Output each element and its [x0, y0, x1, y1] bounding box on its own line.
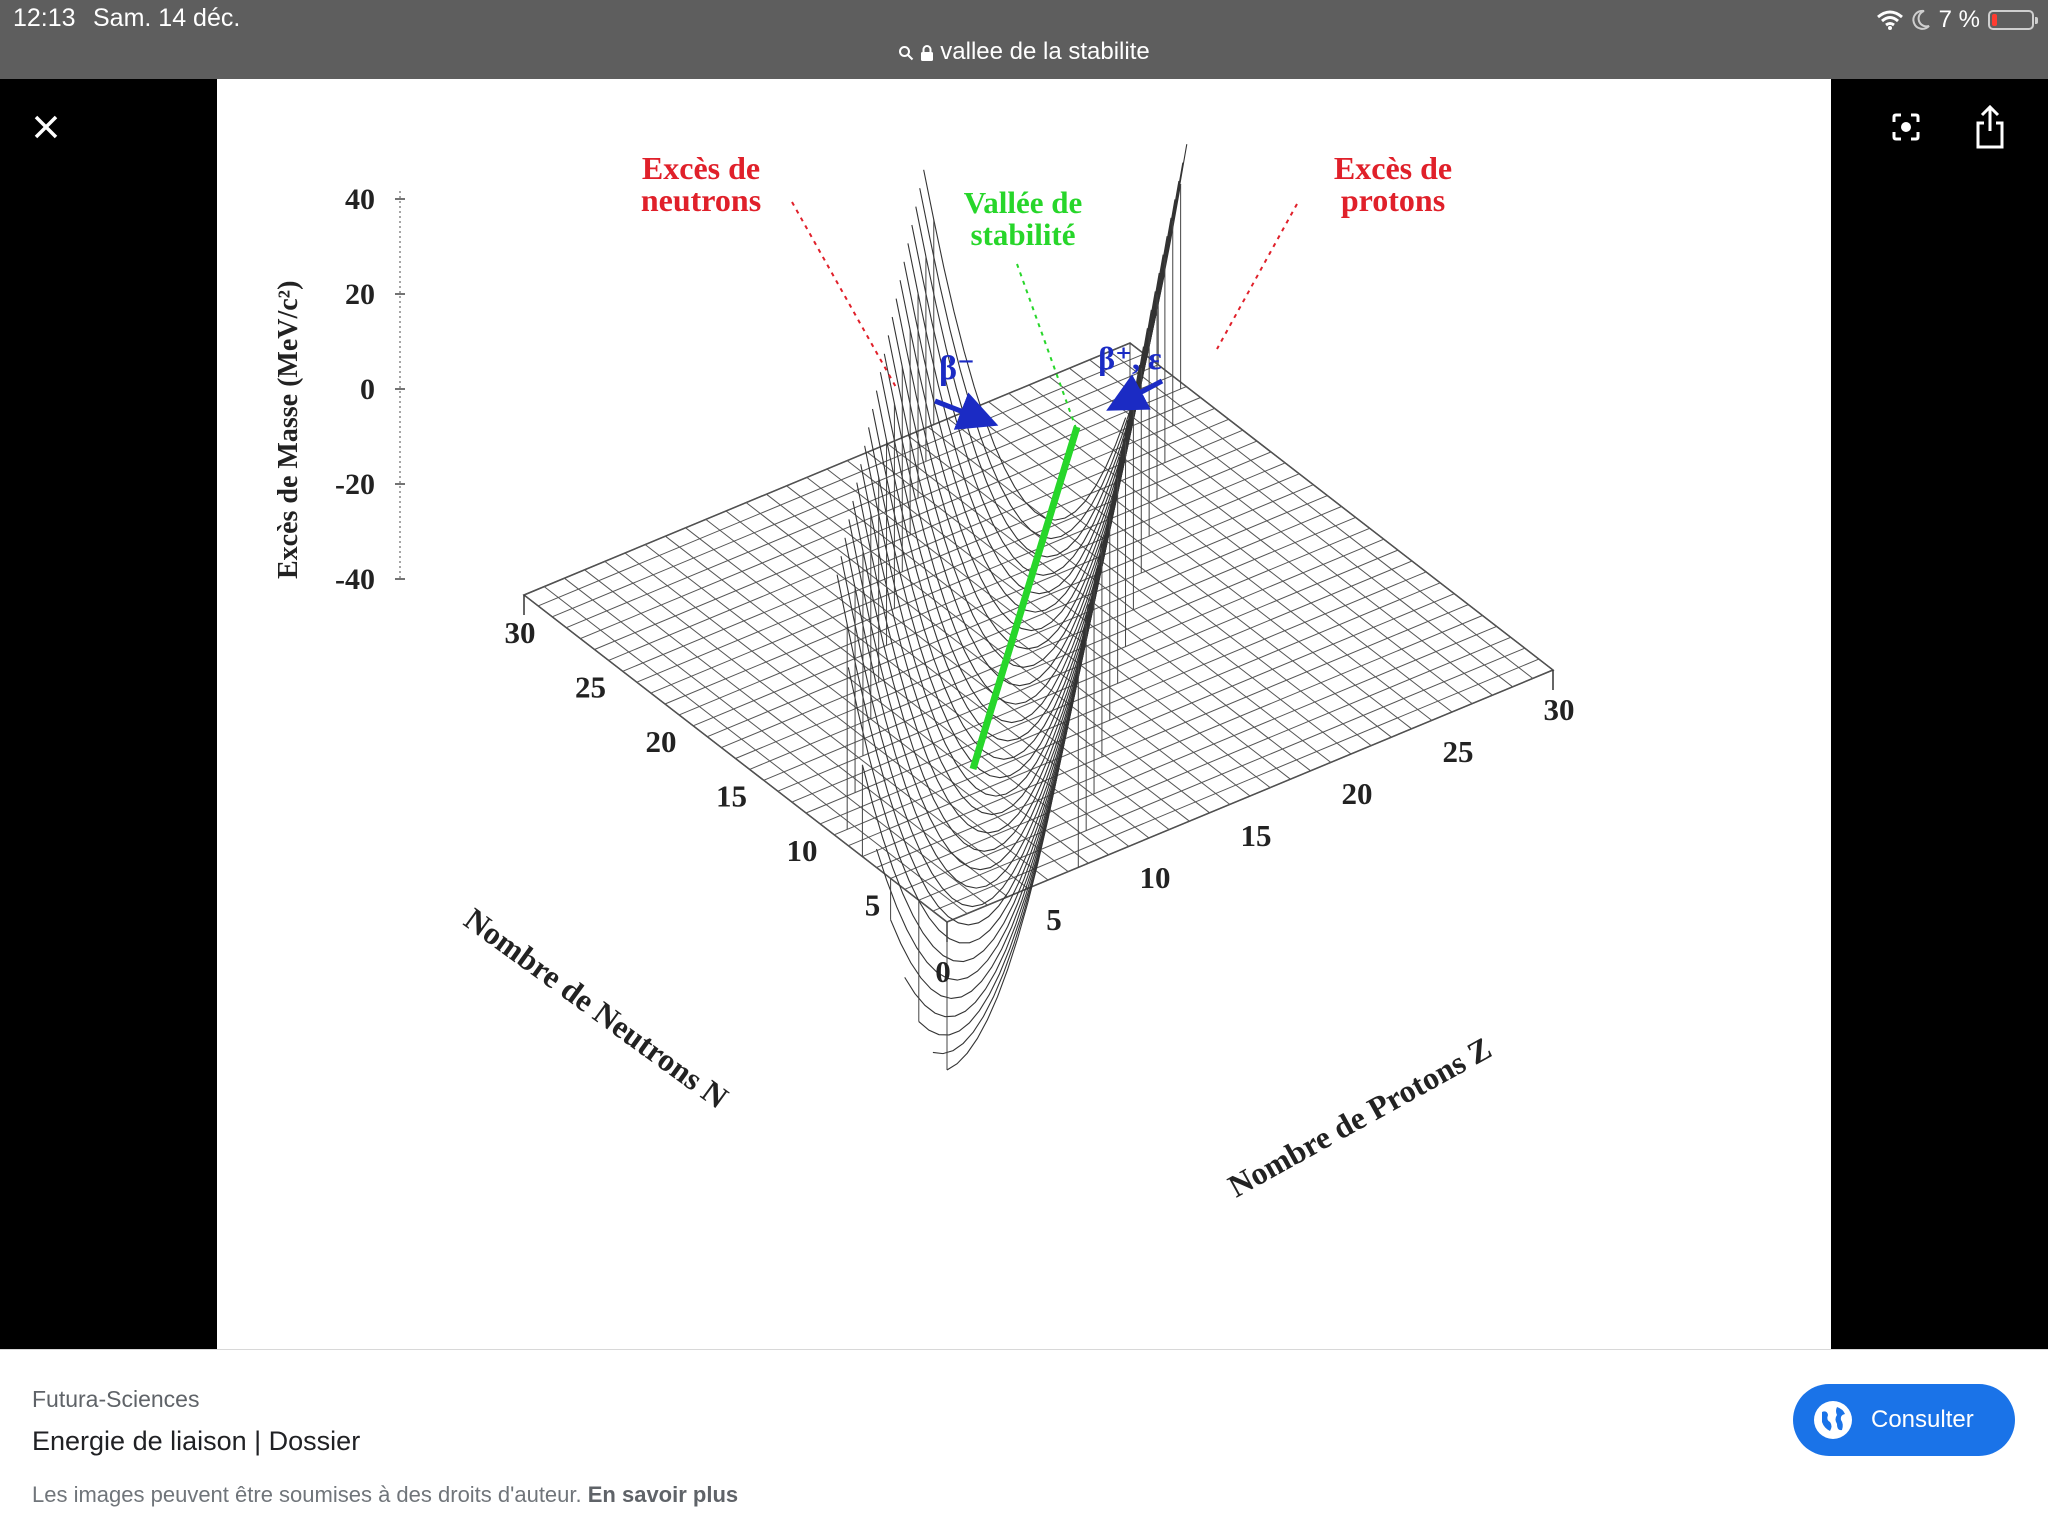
proton-tick-label: 20: [1341, 776, 1373, 811]
battery-percent: 7 %: [1938, 6, 1980, 33]
globe-icon: [1813, 1400, 1853, 1440]
copyright-notice: [32, 1482, 738, 1508]
visit-button[interactable]: [1793, 1384, 2015, 1456]
image-viewer: [0, 79, 2048, 1349]
status-icons: [1877, 6, 2034, 34]
url-text: vallee de la stabilite: [940, 38, 1150, 65]
page-title[interactable]: Energie de liaison | Dossier: [32, 1426, 361, 1456]
z-tick-label: 40: [345, 183, 375, 216]
proton-tick-label: 30: [1543, 692, 1575, 727]
source-site: Futura-Sciences: [32, 1386, 200, 1412]
neutron-excess-line1: Excès de: [641, 150, 761, 186]
z-axis-ticks: [335, 183, 405, 596]
lens-icon: [1886, 107, 1926, 147]
z-tick-label: -40: [335, 563, 375, 596]
share-button[interactable]: [1970, 103, 2010, 151]
neutron-excess-line2: neutrons: [640, 182, 762, 218]
neutron-tick-label: 15: [716, 778, 747, 814]
search-icon: [898, 45, 914, 61]
close-icon: [26, 107, 66, 147]
neutron-tick-label: 5: [864, 887, 881, 923]
learn-more-link[interactable]: En savoir plus: [587, 1482, 739, 1507]
valley-label-line2: stabilité: [970, 217, 1076, 252]
proton-excess-line2: protons: [1340, 182, 1446, 218]
share-icon: [1970, 103, 2010, 151]
z-axis-label: Excès de Masse (MeV/c²): [273, 280, 304, 579]
neutron-tick-label: 0: [935, 954, 951, 989]
neutron-tick-label: 30: [504, 615, 536, 650]
status-time: 12:13: [13, 4, 76, 32]
moon-icon: [1911, 9, 1931, 31]
url-bar[interactable]: [0, 38, 2048, 66]
visit-button-label: Consulter: [1871, 1406, 1974, 1433]
neutron-axis-label: Nombre de Neutrons N: [457, 900, 735, 1116]
proton-excess-line1: Excès de: [1333, 150, 1453, 186]
image-info-panel: [0, 1349, 2048, 1537]
z-tick-label: -20: [335, 468, 375, 501]
status-date: Sam. 14 déc.: [93, 4, 241, 32]
lens-button[interactable]: [1886, 107, 1926, 147]
neutron-tick-label: 25: [575, 669, 606, 705]
beta-plus-label: β⁺, ε: [1098, 340, 1162, 376]
neutron-tick-label: 10: [786, 833, 818, 868]
z-tick-label: 20: [345, 278, 375, 311]
neutron-tick-label: 20: [645, 724, 677, 759]
valley-label-line1: Vallée de: [963, 185, 1083, 220]
preview-image[interactable]: [217, 79, 1831, 1349]
copyright-text: Les images peuvent être soumises à des droits d'auteur.: [32, 1482, 582, 1507]
close-button[interactable]: [26, 107, 66, 147]
proton-tick-label: 15: [1240, 818, 1272, 853]
lock-icon: [920, 44, 934, 62]
battery-icon: [1988, 10, 2034, 30]
proton-tick-label: 25: [1442, 734, 1474, 769]
wifi-icon: [1877, 10, 1903, 30]
proton-axis-label: Nombre de Protons Z: [1221, 1029, 1498, 1205]
z-tick-label: 0: [360, 373, 375, 406]
proton-tick-label: 5: [1046, 902, 1062, 937]
browser-top-bar: [0, 0, 2048, 79]
beta-minus-label: β⁻: [939, 350, 975, 387]
proton-guide-line: [1217, 204, 1297, 349]
proton-tick-label: 10: [1139, 860, 1171, 895]
neutron-guide-line: [792, 202, 897, 389]
